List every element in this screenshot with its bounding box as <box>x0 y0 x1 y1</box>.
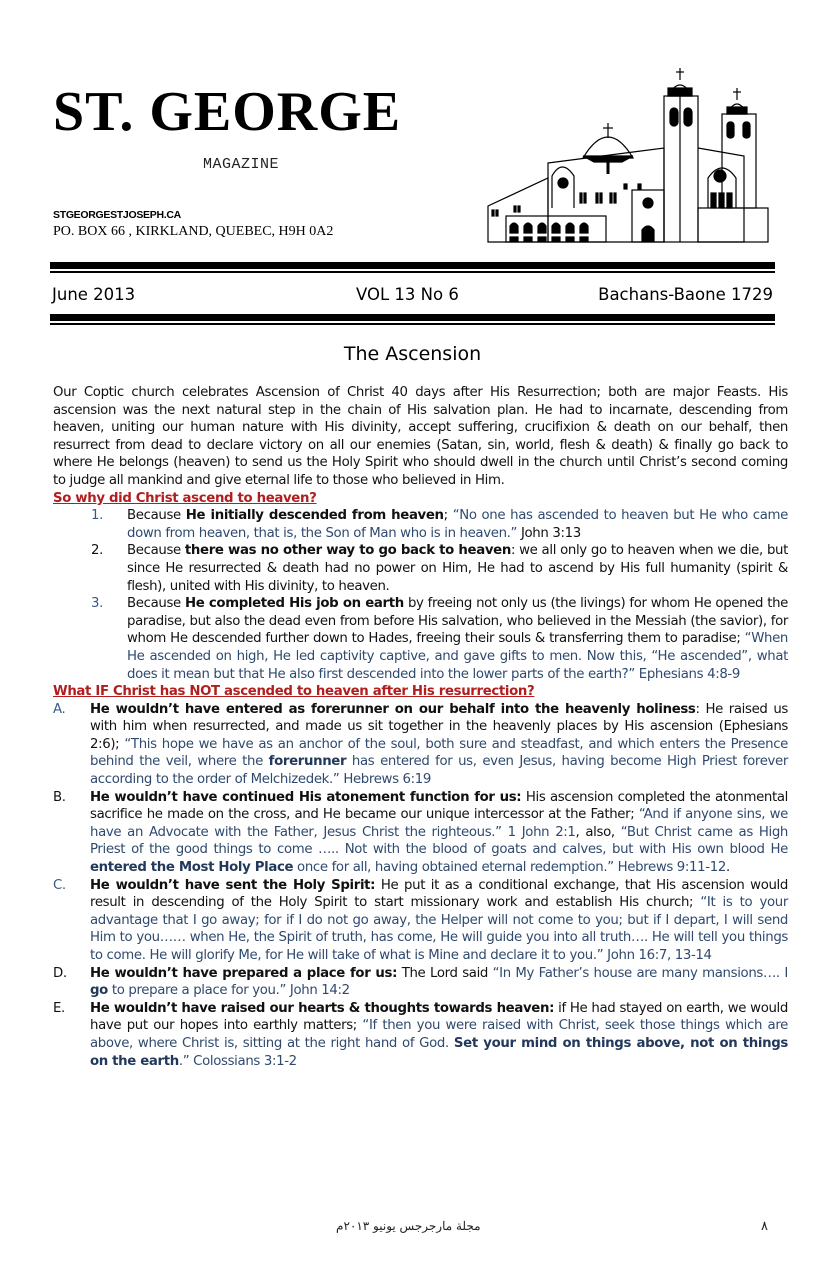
coptic-date: Bachans-Baone 1729 <box>598 285 773 304</box>
scripture-quote: “When He ascended on high, He led captivity captive, and gave gifts to men. Now this, “He ascended”, what does it mean but that He also first descended into the lower parts of the earth?” <box>127 631 788 682</box>
quote-part: “In My Father’s house are many mansions…. I <box>492 965 788 981</box>
list-item <box>53 1000 788 1070</box>
item-text: He put it as a conditional exchange, that His ascension would result in descending of the Holy Spirit to start missionary work and establish His church; <box>90 877 788 911</box>
list-item <box>53 542 788 595</box>
item-bold: He wouldn’t have prepared a place for us: <box>90 965 398 981</box>
article-body <box>53 384 788 1070</box>
item-text: , also, <box>575 824 621 840</box>
item-text: . <box>725 860 730 876</box>
item-bold: He completed His job on earth <box>184 596 404 612</box>
scripture-quote: “No one has ascended to heaven but He who came down from heaven, that is, the Son of Man who is in heaven.” <box>127 508 788 541</box>
list-item <box>53 965 788 1000</box>
item-number: 2. <box>91 543 103 559</box>
intro-paragraph: Our Coptic church celebrates Ascension of Christ 40 days after His Resurrection; both are major Feasts. His ascension was the next natural step in the chain of His salvation plan. He had to incarnate, descending from heaven, uniting our human nature with His divinity, accept suffering, crucifixion & death on our behalf, then resurrect from dead to declare victory on all our enemies (Satan, sin, world, flesh & death) & finally go back to where He belongs (heaven) to send us the Holy Spirit who should dwell in the church until Christ’s second coming to judge all mankind and give eternal life to those who believed in Him. <box>53 385 788 488</box>
header-rule-top <box>50 262 775 269</box>
item-text: The Lord said <box>397 965 493 981</box>
quote-part: has entered for us, even Jesus, having become High Priest forever according to the order of Melchizedek.” <box>90 754 788 788</box>
scripture-reference: Hebrews 6:19 <box>339 772 431 788</box>
item-bold: He wouldn’t have sent the Holy Spirit: <box>90 877 376 893</box>
list-item <box>53 877 788 965</box>
item-text: ; <box>443 508 453 524</box>
item-text: by freeing not only us (the livings) for whom He opened the paradise, but also the dead even from before His salvation, who believed in the Messiah (the savior), for whom He descended further down to Hades, freeing their souls & transferring them to paradise; <box>127 596 788 647</box>
quote-part: .” <box>178 1053 190 1069</box>
scripture-quote: “It is to your advantage that I go away; for if I do not go away, the Helper will not come to you; but if I depart, I will send Him to you…… when He, the Spirit of truth, has come, He will guide you into all truth…. He will tell you things to come. He will glorify Me, for He will take of what is Mine and declare it to you.” <box>90 895 788 963</box>
scripture-reference: John 3:13 <box>517 525 581 541</box>
item-lead: Because <box>127 543 185 559</box>
item-number: 3. <box>91 596 103 612</box>
what-if-list <box>53 701 788 1070</box>
scripture-reference: Colossians 3:1-2 <box>189 1053 297 1069</box>
list-item <box>53 507 788 542</box>
footer-caption: مجلة مارجرجس يونيو ٢٠١٣م <box>336 1219 481 1233</box>
quote-part: to prepare a place for you.” <box>107 983 287 999</box>
quote-emphasis: Set your mind on things above, not on things on the earth <box>90 1035 788 1069</box>
item-letter: A. <box>53 701 66 717</box>
quote-part: once for all, having obtained eternal redemption.” Hebrews 9:11-12 <box>293 860 726 876</box>
item-text: if He had stayed on earth, we would have put our hopes into earthly matters; <box>90 1000 788 1034</box>
item-bold: there was no other way to go back to heaven <box>184 543 511 559</box>
issue-volume: VOL 13 No 6 <box>356 285 459 304</box>
item-letter: E. <box>53 1000 65 1016</box>
scripture-reference: Ephesians 4:8-9 <box>634 666 740 682</box>
list-item <box>53 595 788 683</box>
item-lead: Because <box>127 508 186 524</box>
list-item <box>53 701 788 789</box>
item-number: 1. <box>91 508 103 524</box>
section-heading-what-if: What IF Christ has NOT ascended to heaven after His resurrection? <box>53 684 535 700</box>
quote-part: “If then you were raised with Christ, seek those things which are above, where Christ is, sitting at the right hand of God. <box>90 1018 788 1051</box>
item-letter: C. <box>53 877 66 893</box>
issue-info-bar <box>50 285 775 309</box>
item-letter: B. <box>53 789 66 805</box>
item-letter: D. <box>53 965 67 981</box>
quote-emphasis: entered the Most Holy Place <box>90 860 294 876</box>
issue-date: June 2013 <box>52 285 136 304</box>
header-rule-bottom <box>50 314 775 321</box>
quote-emphasis: go <box>90 983 108 999</box>
item-bold: He wouldn’t have entered as forerunner on our behalf into the heavenly holiness <box>90 701 696 717</box>
item-bold: He wouldn’t have continued His atonement function for us: <box>90 789 522 805</box>
page-number: ٨ <box>761 1219 768 1234</box>
scripture-quote: “And if anyone sins, we have an Advocate with the Father, Jesus Christ the righteous.” 1 John 2:1 <box>90 807 788 840</box>
postal-address: PO. BOX 66 , KIRKLAND, QUEBEC, H9H 0A2 <box>53 224 334 239</box>
article-title: The Ascension <box>343 343 482 365</box>
item-bold: He wouldn’t have raised our hearts & thoughts towards heaven: <box>90 1000 555 1016</box>
church-illustration <box>482 58 792 248</box>
scripture-reference: John 14:2 <box>286 983 350 999</box>
quote-emphasis: forerunner <box>268 754 347 770</box>
section-heading-why: So why did Christ ascend to heaven? <box>53 490 317 506</box>
scripture-quote <box>90 737 788 787</box>
header-rule-bottom-thin <box>50 323 775 325</box>
website-link[interactable]: STGEORGESTJOSEPH.CA <box>53 209 181 221</box>
item-text: His ascension completed the atonmental sacrifice he made on the cross, and He became our unique intercessor at the Father; <box>90 789 789 823</box>
item-text: : we all only go to heaven when we die, but since He resurrected & death had no power on Him, He had to ascend by His full humanity (spirit & flesh), united with His divinity, to heaven. <box>127 543 788 594</box>
quote-part: “This hope we have as an anchor of the soul, both sure and steadfast, and which enters the Presence behind the veil, where the <box>90 736 788 770</box>
header-rule-top-thin <box>50 271 775 273</box>
item-lead: Because <box>127 596 185 612</box>
magazine-title: ST. GEORGE <box>53 81 402 143</box>
quote-part: “But Christ came as High Priest of the good things to come ….. Not with the blood of goats and calves, but with His own blood He <box>90 824 788 858</box>
list-item <box>53 789 788 877</box>
item-text: : He raised us with him when resurrected, and made us sit together in the heavenly places by His ascension (Ephesians 2:6); <box>90 701 788 752</box>
reasons-list <box>53 507 788 683</box>
item-bold: He initially descended from heaven <box>185 508 444 524</box>
magazine-subtitle: MAGAZINE <box>203 156 280 173</box>
scripture-reference: John 16:7, 13-14 <box>603 948 712 963</box>
